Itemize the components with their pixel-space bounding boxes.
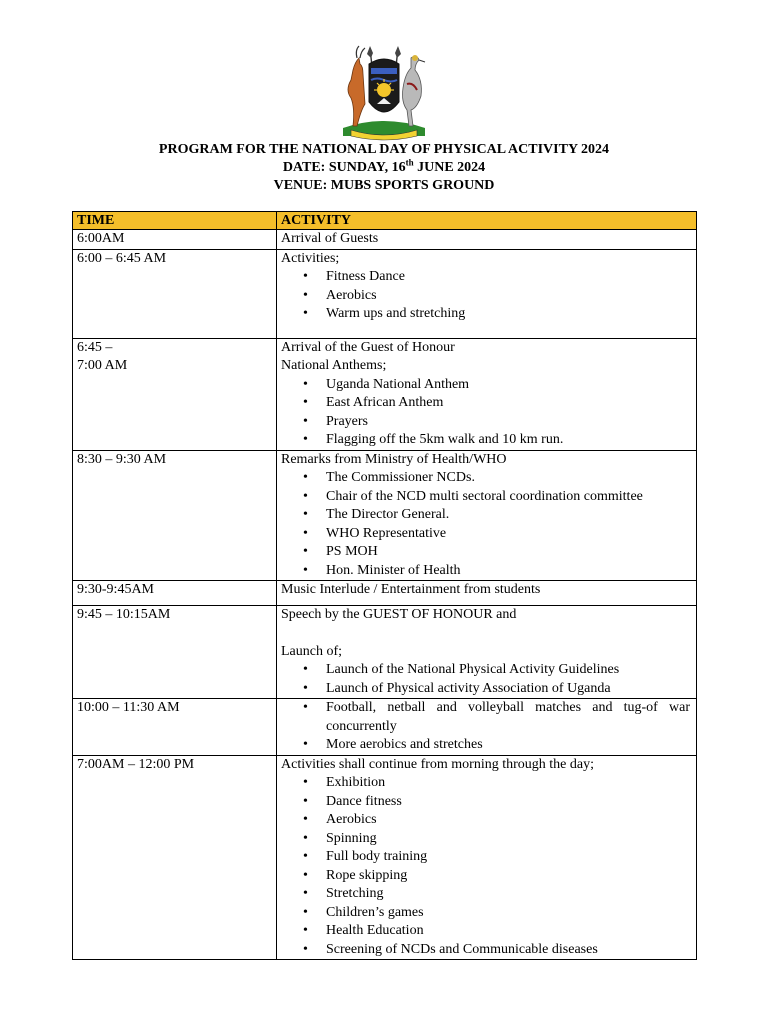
document-header [0, 141, 768, 195]
list-item: • Spinning [281, 830, 692, 849]
table-row [73, 450, 697, 581]
table-header-row [73, 212, 697, 230]
table-row [73, 230, 697, 250]
list-item: • WHO Representative [281, 525, 692, 544]
activity-cell: Music Interlude / Entertainment from students [277, 581, 697, 606]
activity-column-header: ACTIVITY [277, 212, 697, 230]
time-line: 7:00 AM [77, 358, 128, 373]
table-row [73, 249, 697, 338]
program-title: PROGRAM FOR THE NATIONAL DAY OF PHYSICAL ACTIVITY 2024 [158, 142, 610, 157]
activity-text: Remarks from Ministry of Health/WHO [281, 451, 507, 467]
time-cell: 9:30-9:45AM [73, 581, 277, 606]
table-row [73, 699, 697, 756]
list-item: • Prayers [281, 413, 692, 432]
time-cell: 6:00 – 6:45 AM [73, 249, 277, 338]
activity-cell [277, 450, 697, 581]
time-cell: 9:45 – 10:15AM [73, 606, 277, 699]
list-item: • Children’s games [281, 904, 692, 923]
list-item: • Screening of NCDs and Communicable diseases [281, 941, 692, 960]
bullet-list [281, 469, 692, 580]
time-cell: 7:00AM – 12:00 PM [73, 755, 277, 960]
list-item: • Launch of Physical activity Association of Uganda [281, 680, 692, 699]
activity-cell [277, 699, 697, 756]
activity-text: Activities shall continue from morning through the day; [281, 756, 594, 772]
list-item: • Flagging off the 5km walk and 10 km run. [281, 431, 692, 450]
date-suffix: JUNE 2024 [413, 160, 486, 175]
activity-cell: Arrival of Guests [277, 230, 697, 250]
time-cell [73, 338, 277, 450]
list-item: • Dance fitness [281, 793, 692, 812]
time-column-header: TIME [73, 212, 277, 230]
list-item: • Launch of the National Physical Activity Guidelines [281, 661, 692, 680]
list-item: • East African Anthem [281, 394, 692, 413]
time-cell: 6:00AM [73, 230, 277, 250]
bullet-list [281, 699, 692, 755]
list-item: • Exhibition [281, 774, 692, 793]
program-venue: VENUE: MUBS SPORTS GROUND [273, 178, 495, 193]
spacer [281, 625, 692, 643]
activity-cell [277, 338, 697, 450]
list-item: • Health Education [281, 922, 692, 941]
list-item: • Fitness Dance [281, 268, 692, 287]
list-item: • The Commissioner NCDs. [281, 469, 692, 488]
list-item: • Hon. Minister of Health [281, 562, 692, 581]
list-item: • The Director General. [281, 506, 692, 525]
activity-text: Activities; [281, 250, 340, 266]
time-line: 6:45 – [77, 339, 113, 355]
bullet-list [281, 268, 692, 324]
list-item: • Chair of the NCD multi sectoral coordination committee [281, 488, 692, 507]
activity-text: Speech by the GUEST OF HONOUR and [281, 607, 517, 622]
list-item: • Aerobics [281, 287, 692, 306]
list-item: • Rope skipping [281, 867, 692, 886]
program-table [72, 211, 697, 960]
activity-cell [277, 249, 697, 338]
list-item: • Warm ups and stretching [281, 305, 692, 324]
time-cell: 10:00 – 11:30 AM [73, 699, 277, 756]
list-item: • Full body training [281, 848, 692, 867]
activity-text: National Anthems; [281, 358, 387, 373]
uganda-coat-of-arms-icon [333, 44, 435, 142]
list-item: • More aerobics and stretches [281, 736, 692, 755]
table-row [73, 606, 697, 699]
table-row [73, 581, 697, 606]
activity-text: Launch of; [281, 643, 343, 659]
date-ordinal: th [405, 157, 414, 168]
list-item: • Aerobics [281, 811, 692, 830]
activity-cell [277, 755, 697, 960]
program-date [0, 159, 768, 177]
list-item: • Uganda National Anthem [281, 376, 692, 395]
table-row [73, 755, 697, 960]
list-item: • Stretching [281, 885, 692, 904]
bullet-list [281, 661, 692, 698]
bullet-list [281, 376, 692, 450]
list-item: • Football, netball and volleyball matches and tug-of war concurrently [281, 699, 692, 736]
list-item: • PS MOH [281, 543, 692, 562]
bullet-list [281, 774, 692, 959]
date-prefix: DATE: SUNDAY, 16 [282, 160, 406, 175]
activity-cell [277, 606, 697, 699]
time-cell: 8:30 – 9:30 AM [73, 450, 277, 581]
activity-text: Arrival of the Guest of Honour [281, 339, 455, 355]
table-row [73, 338, 697, 450]
